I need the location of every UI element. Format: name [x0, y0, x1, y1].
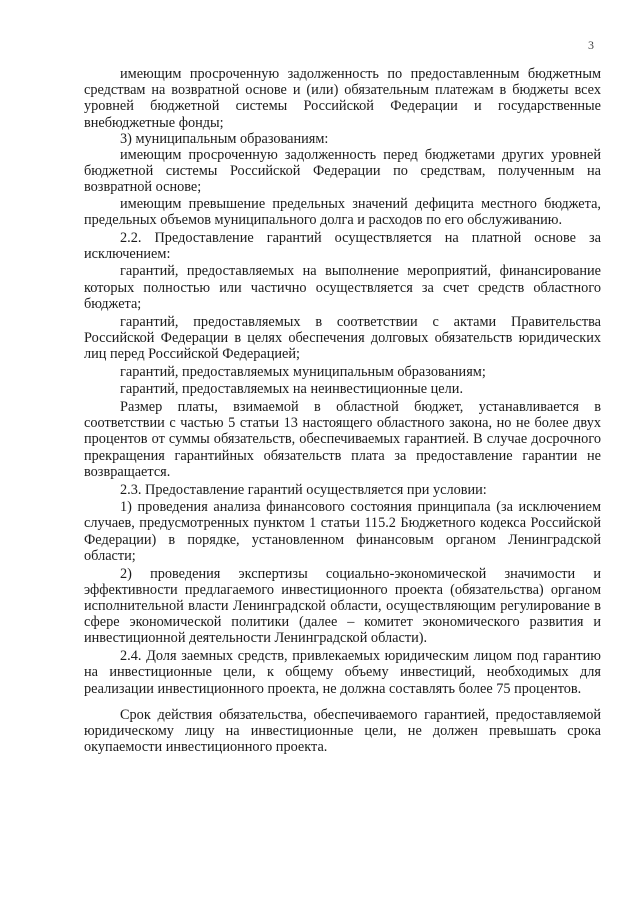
paragraph: 1) проведения анализа финансового состояния принципала (за исключением случаев, предусмотренных пунктом 1 статьи 115.2 Бюджетного кодекса Российской Федерации) в порядке, установленном финансовым органом Ленинградской области; — [84, 499, 601, 564]
paragraph: 2.2. Предоставление гарантий осуществляется на платной основе за исключением: — [84, 229, 601, 262]
page-number: 3 — [588, 38, 594, 52]
paragraph: 2.4. Доля заемных средств, привлекаемых юридическим лицом под гарантию на инвестиционные цели, к общему объему инвестиций, необходимых для реализации инвестиционного проекта, не должна составлять более 75 процентов. — [84, 648, 601, 697]
paragraph: гарантий, предоставляемых на неинвестиционные цели. — [120, 381, 464, 398]
body-text — [84, 66, 601, 755]
paragraph: 3) муниципальным образованиям: — [120, 130, 329, 147]
paragraph: 2) проведения экспертизы социально-экономической значимости и эффективности предлагаемого инвестиционного проекта (обязательства) органом исполнительной власти Ленинградской области, осуществляющим регулирование в сфере экономической политики (далее – комитет экономического развития и инвестиционной деятельности Ленинградской области). — [84, 565, 601, 647]
paragraph: имеющим превышение предельных значений дефицита местного бюджета, предельных объемов муниципального долга и расходов по его обслуживанию. — [84, 195, 601, 228]
paragraph: Срок действия обязательства, обеспечиваемого гарантией, предоставляемой юридическому лицу на инвестиционные цели, не должен превышать срока окупаемости инвестиционного проекта. — [84, 706, 601, 756]
paragraph: имеющим просроченную задолженность перед бюджетами других уровней бюджетной системы Российской Федерации по средствам, полученным на возвратной основе; — [84, 147, 601, 196]
paragraph: гарантий, предоставляемых муниципальным образованиям; — [120, 363, 486, 380]
paragraph: гарантий, предоставляемых в соответствии с актами Правительства Российской Федерации в целях обеспечения долговых обязательств юридических лиц перед Российской Федерацией; — [84, 313, 601, 362]
paragraph: 2.3. Предоставление гарантий осуществляется при условии: — [120, 481, 487, 498]
paragraph: гарантий, предоставляемых на выполнение мероприятий, финансирование которых полностью или частично осуществляется за счет средств областного бюджета; — [84, 263, 601, 312]
paragraph: Размер платы, взимаемой в областной бюджет, устанавливается в соответствии с частью 5 статьи 13 настоящего областного закона, но не более двух процентов от суммы обязательств, обеспечиваемых гарантией. В случае досрочного прекращения гарантийных обязательств плата за предоставление гарантии не возвращается. — [84, 399, 601, 480]
paragraph: имеющим просроченную задолженность по предоставленным бюджетным средствам на возвратной основе и (или) обязательным платежам в бюджеты всех уровней бюджетной системы Российской Федерации и государственные внебюджетные фонды; — [84, 66, 601, 131]
